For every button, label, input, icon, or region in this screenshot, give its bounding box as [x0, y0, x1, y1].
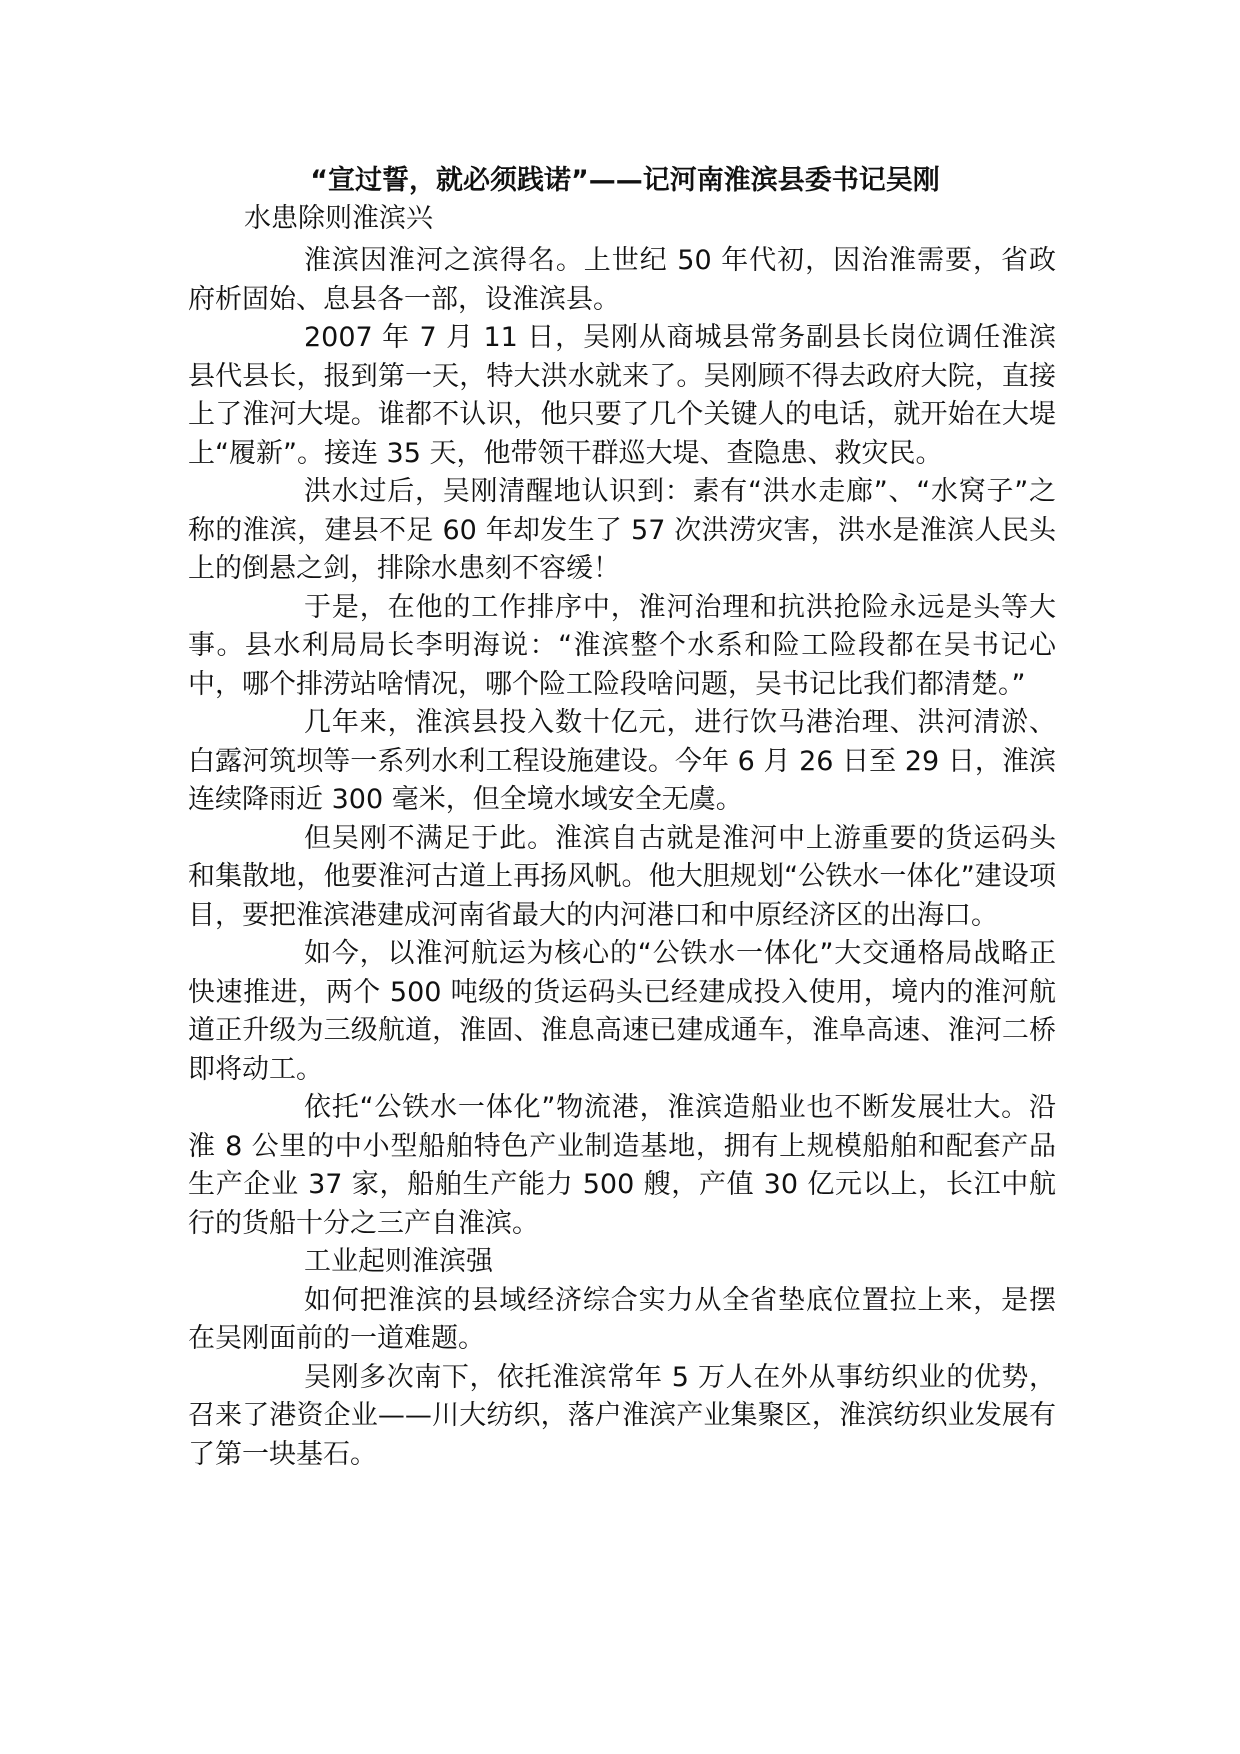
paragraph: 洪水过后，吴刚清醒地认识到：素有“洪水走廊”、“水窝子”之称的淮滨，建县不足 60 年却发生了 57 次洪涝灾害，洪水是淮滨人民头上的倒悬之剑，排除水患刻不容缓！ — [188, 476, 1056, 584]
section-heading-flood: 水患除则淮滨兴 — [244, 203, 433, 234]
article-title: “宣过誓，就必须践诺”——记河南淮滨县委书记吴刚 — [310, 165, 940, 196]
paragraph: 几年来，淮滨县投入数十亿元，进行饮马港治理、洪河清淤、白露河筑坝等一系列水利工程设施建设。今年 6 月 26 日至 29 日，淮滨连续降雨近 300 毫米，但全境水域安全无虞。 — [188, 707, 1056, 815]
paragraph: 但吴刚不满足于此。淮滨自古就是淮河中上游重要的货运码头和集散地，他要淮河古道上再扬风帆。他大胆规划“公铁水一体化”建设项目，要把淮滨港建成河南省最大的内河港口和中原经济区的出海口。 — [188, 822, 1056, 931]
paragraph: 吴刚多次南下，依托淮滨常年 5 万人在外从事纺织业的优势，召来了港资企业——川大纺织，落户淮滨产业集聚区，淮滨纺织业发展有了第一块基石。 — [188, 1361, 1056, 1470]
section-heading-industry: 工业起则淮滨强 — [304, 1246, 493, 1277]
paragraph: 如何把淮滨的县域经济综合实力从全省垫底位置拉上来，是摆在吴刚面前的一道难题。 — [188, 1284, 1056, 1354]
paragraph: 于是，在他的工作排序中，淮河治理和抗洪抢险永远是头等大事。县水利局局长李明海说：“淮滨整个水系和险工险段都在吴书记心中，哪个排涝站啥情况，哪个险工险段啥问题，吴书记比我们都清楚。” — [188, 591, 1056, 700]
paragraph: 依托“公铁水一体化”物流港，淮滨造船业也不断发展壮大。沿淮 8 公里的中小型船舶特色产业制造基地，拥有上规模船舶和配套产品生产企业 37 家，船舶生产能力 500 艘，产值 30 亿元以上，长江中航行的货船十分之三产自淮滨。 — [188, 1092, 1056, 1239]
paragraph: 淮滨因淮河之滨得名。上世纪 50 年代初，因治淮需要，省政府析固始、息县各一部，设淮滨县。 — [188, 245, 1056, 315]
document-body — [188, 162, 1056, 1474]
paragraph: 2007 年 7 月 11 日，吴刚从商城县常务副县长岗位调任淮滨县代县长，报到第一天，特大洪水就来了。吴刚顾不得去政府大院，直接上了淮河大堤。谁都不认识，他只要了几个关键人的电话，就开始在大堤上“履新”。接连 35 天，他带领干群巡大堤、查隐患、救灾民。 — [188, 322, 1056, 469]
paragraph: 如今，以淮河航运为核心的“公铁水一体化”大交通格局战略正快速推进，两个 500 吨级的货运码头已经建成投入使用，境内的淮河航道正升级为三级航道，淮固、淮息高速已建成通车，淮阜高速、淮河二桥即将动工。 — [188, 938, 1056, 1085]
